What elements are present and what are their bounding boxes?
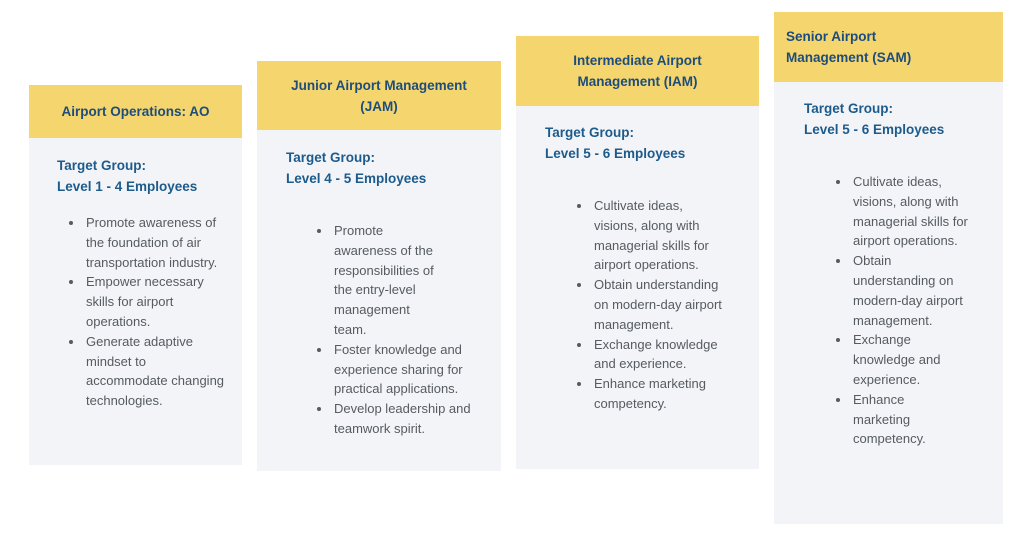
target-group-label: Target Group: (545, 125, 634, 140)
list-item: Generate adaptive mindset to accommodate changing technologies. (69, 332, 229, 411)
list-item: Foster knowledge and experience sharing for practical applications. (317, 340, 474, 399)
program-card-sam (774, 12, 1003, 524)
list-item: Enhance marketing competency. (577, 374, 729, 414)
target-group-level: Level 1 - 4 Employees (57, 179, 198, 194)
list-item: Exchange knowledge and experience. (577, 335, 739, 375)
target-group (57, 155, 197, 197)
list-item: Cultivate ideas, visions, along with managerial skills for airport operations. (836, 172, 973, 251)
program-card-jam (257, 61, 501, 471)
card-title: Intermediate Airport Management (IAM) (516, 36, 759, 106)
card-title: Airport Operations: AO (29, 85, 242, 138)
list-item: Exchange knowledge and experience. (836, 330, 953, 389)
card-title: Senior Airport Management (SAM) (774, 12, 1003, 82)
objectives-list (317, 221, 477, 439)
list-item: Promote awareness of the foundation of air transportation industry. (69, 213, 229, 272)
target-group (286, 147, 426, 189)
target-group-level: Level 4 - 5 Employees (286, 171, 427, 186)
list-item: Cultivate ideas, visions, along with managerial skills for airport operations. (577, 196, 724, 275)
target-group-label: Target Group: (57, 158, 146, 173)
list-item: Develop leadership and teamwork spirit. (317, 399, 474, 439)
list-item: Obtain understanding on modern-day airport management. (836, 251, 970, 330)
program-card-iam (516, 36, 759, 469)
list-item: Enhance marketing competency. (836, 390, 943, 449)
objectives-list (836, 172, 976, 449)
card-title: Junior Airport Management (JAM) (257, 61, 501, 130)
list-item: Empower necessary skills for airport operations. (69, 272, 229, 331)
target-group (804, 98, 944, 140)
target-group-level: Level 5 - 6 Employees (545, 146, 686, 161)
target-group-label: Target Group: (286, 150, 375, 165)
target-group-level: Level 5 - 6 Employees (804, 122, 945, 137)
list-item: Obtain understanding on modern-day airport management. (577, 275, 729, 334)
objectives-list (69, 213, 229, 411)
program-card-ao (29, 85, 242, 465)
target-group (545, 122, 685, 164)
objectives-list (577, 196, 727, 414)
list-item: Promote awareness of the responsibilities of the entry-level management team. (317, 221, 444, 340)
target-group-label: Target Group: (804, 101, 893, 116)
